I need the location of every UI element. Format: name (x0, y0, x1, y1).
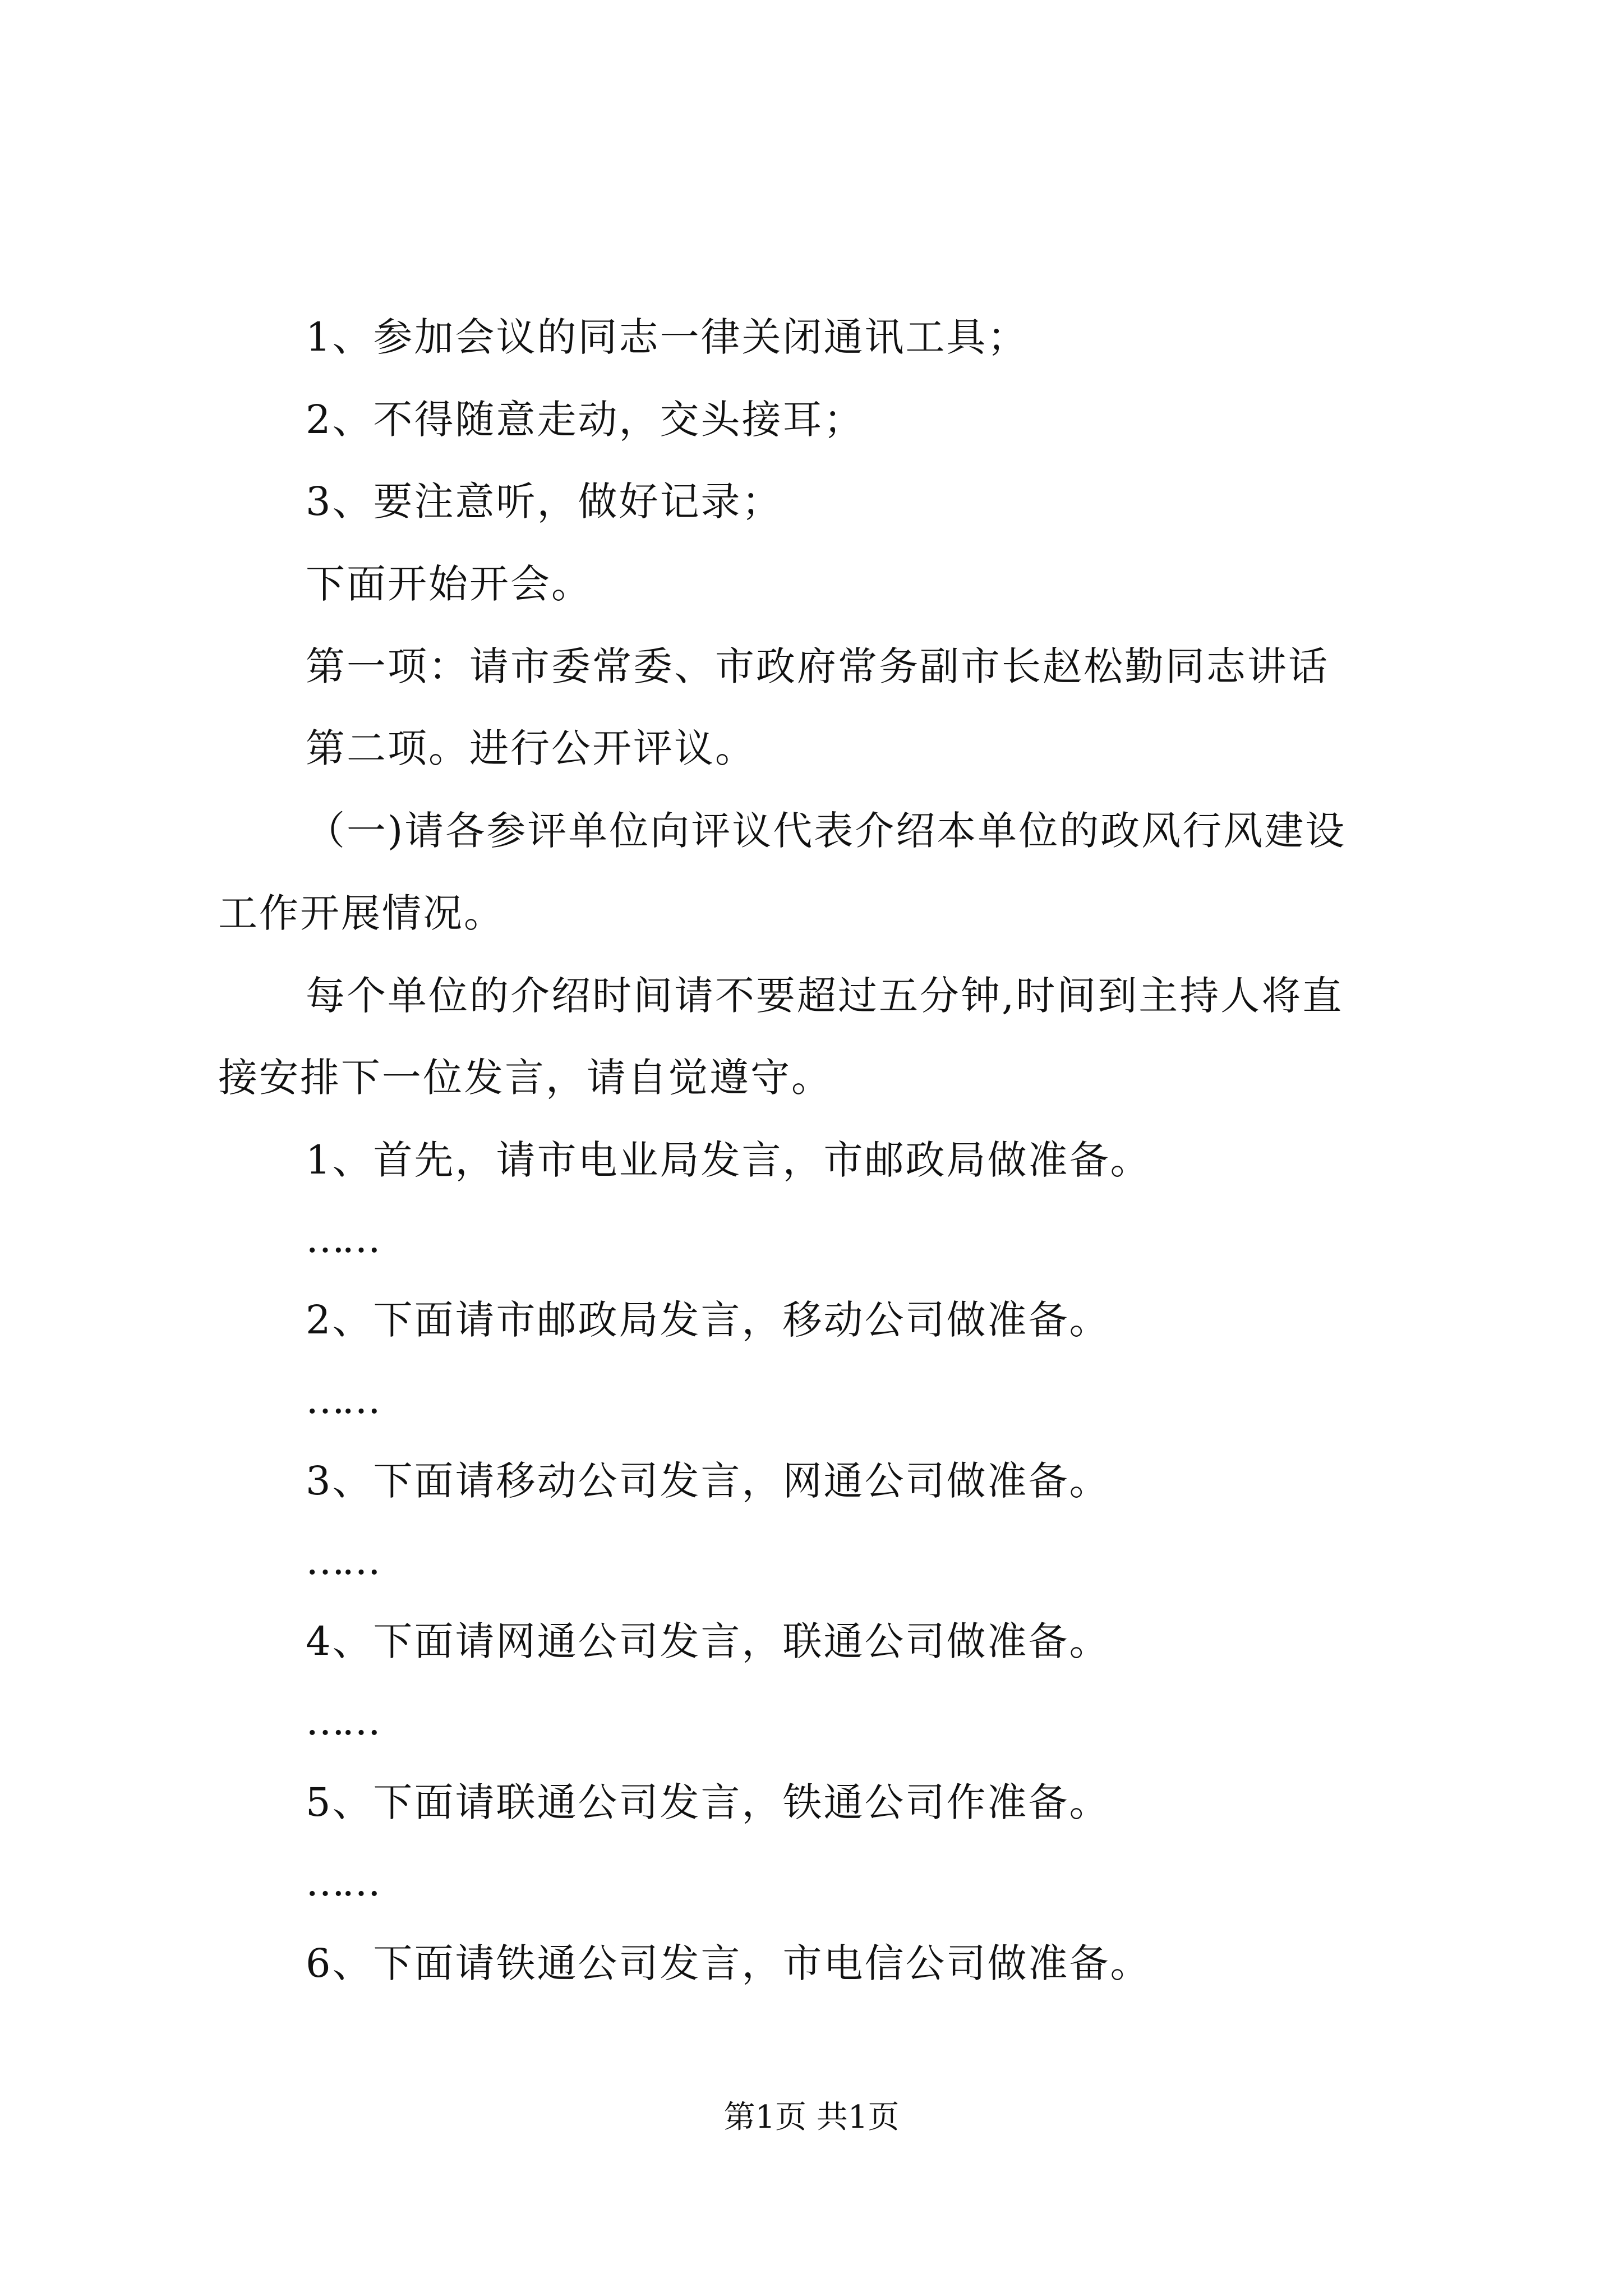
ellipsis: …… (306, 1538, 377, 1584)
speaker-item-4: 4、下面请网通公司发言，联通公司做准备。 (306, 1618, 1110, 1664)
rule-item-3: 3、要注意听，做好记录； (306, 478, 783, 524)
ellipsis: …… (306, 1698, 377, 1744)
speaker-item-2: 2、下面请市邮政局发言，移动公司做准备。 (306, 1297, 1110, 1343)
rule-item-2: 2、不得随意走动，交头接耳； (306, 397, 865, 443)
meeting-start-line: 下面开始开会。 (306, 561, 592, 607)
speaker-item-5: 5、下面请联通公司发言，铁通公司作准备。 (306, 1779, 1110, 1825)
ellipsis: …… (306, 1859, 377, 1905)
rule-item-1: 1、参加会议的同志一律关闭通讯工具； (306, 314, 1029, 360)
paragraph-line: 接安排下一位发言，请自觉遵守。 (218, 1055, 832, 1101)
ellipsis: …… (306, 1377, 377, 1423)
agenda-item-2: 第二项。进行公开评议。 (306, 725, 756, 771)
paragraph-line: 每个单位的介绍时间请不要超过五分钟,时间到主持人将直 (306, 973, 1344, 1019)
paragraph-line: 工作开展情况。 (218, 890, 505, 936)
page-footer: 第1页 共1页 (723, 2099, 900, 2136)
speaker-item-1: 1、首先，请市电业局发言，市邮政局做准备。 (306, 1137, 1151, 1183)
paragraph-line: （一)请各参评单位向评议代表介绍本单位的政风行风建设 (306, 808, 1347, 854)
speaker-item-6: 6、下面请铁通公司发言，市电信公司做准备。 (306, 1940, 1151, 1986)
speaker-item-3: 3、下面请移动公司发言，网通公司做准备。 (306, 1458, 1110, 1504)
agenda-item-1: 第一项：请市委常委、市政府常务副市长赵松勤同志讲话 (306, 643, 1329, 689)
ellipsis: …… (306, 1216, 377, 1262)
